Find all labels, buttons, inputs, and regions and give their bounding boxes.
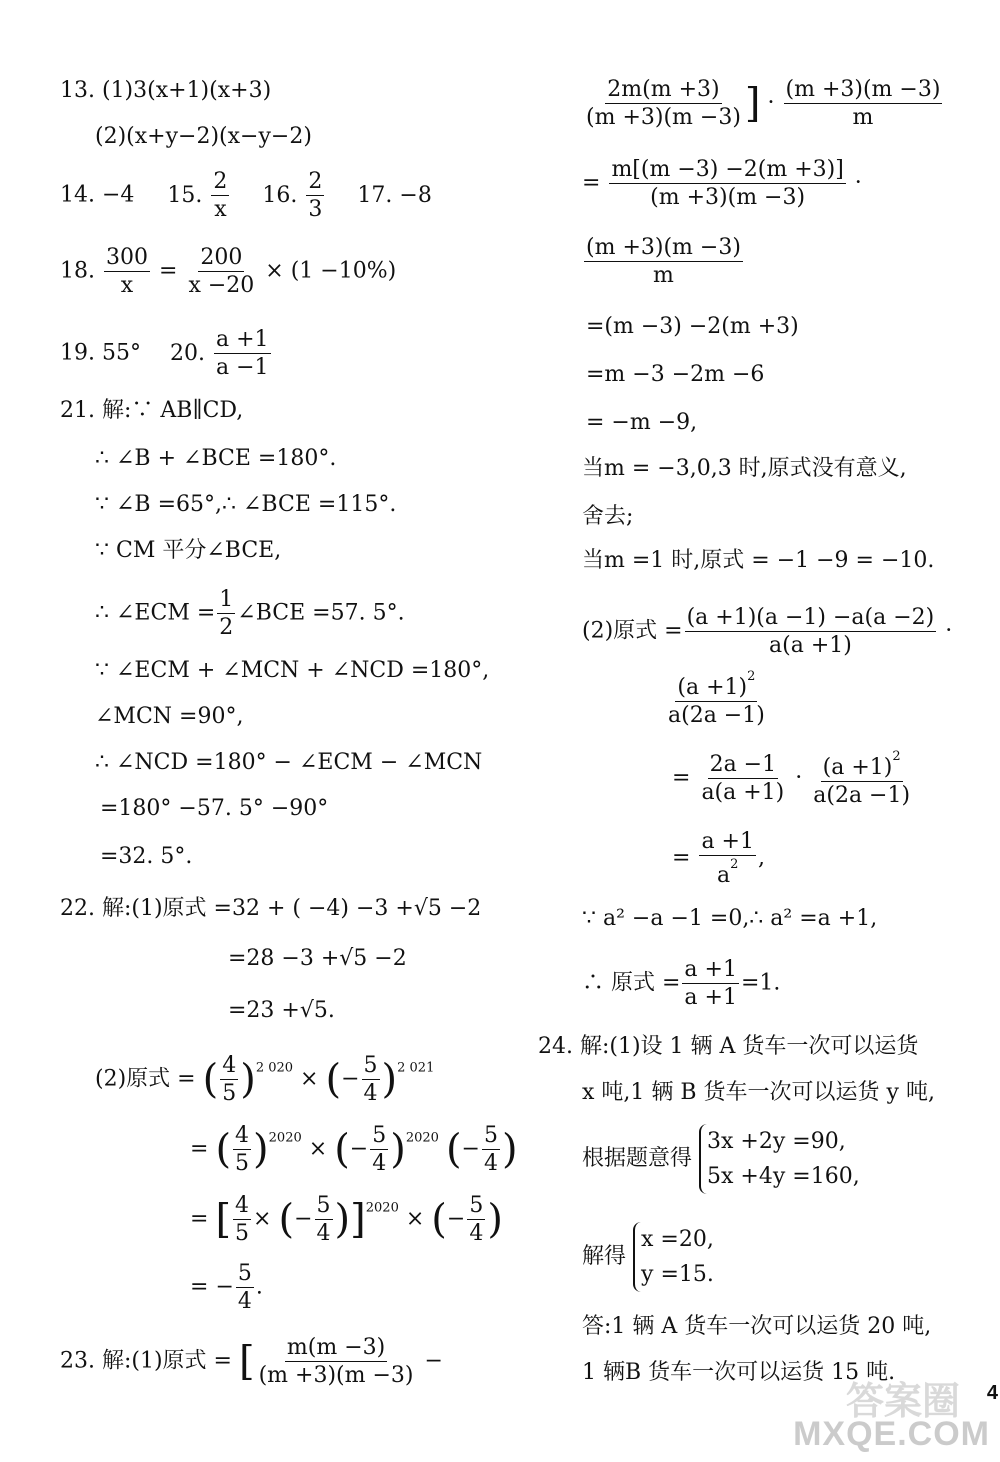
answer-18: 18. $\frac{300}{x}$ = $\frac{200}{x -20}$ × (1 −10%) — [60, 245, 397, 299]
q23-cont-line-4: =(m −3) −2(m +3) — [586, 314, 799, 339]
answer-13-1: 13. (1)3(x+1)(x+3) — [60, 78, 272, 103]
answer-19-20: 19. 55° 20. $\frac{a +1}{a -1}$ — [60, 327, 269, 381]
q22-part2-line-1: (2)原式 = ( $\frac{4}{5}$ )$^{2 020}$ × (− $\frac{5}{4}$ )$^{2 021}$ — [95, 1053, 435, 1107]
q23-line-1: 23. 解:(1)原式 = [ $\frac{m(m -3)}{(m +3)(m -3)}$ − — [60, 1335, 443, 1389]
answer-19: 19. 55° — [60, 340, 141, 366]
answer-16-fraction: $\frac{2}{3}$ — [308, 169, 323, 223]
q23-cont-line-7: 当m = −3,0,3 时,原式没有意义, — [582, 456, 907, 481]
q23-part2-line-6: ∴ 原式 = $\frac{a +1}{a +1}$ =1. — [582, 957, 781, 1011]
q23-cont-line-1: $\frac{2m(m +3)}{(m +3)(m -3)}$ ] · $\frac{(m +3)(m -3)}{m}$ — [586, 77, 941, 131]
q23-part2-line-1: (2)原式 = $\frac{(a +1)(a -1) -a(a -2)}{a(a +1)}$ · — [582, 605, 953, 659]
q21-line-4: ∵ CM 平分∠BCE, — [95, 538, 282, 563]
q23-cont-line-2: = $\frac{m[(m -3) -2(m +3)]}{(m +3)(m -3)}$ · — [582, 157, 862, 211]
q23-cont-line-3: $\frac{(m +3)(m -3)}{m}$ — [586, 235, 741, 289]
q21-line-5: ∴ ∠ECM = $\frac{1}{2}$ ∠BCE =57. 5°. — [95, 587, 405, 641]
answer-16-label: 16. — [262, 182, 298, 208]
watermark-logo: 答案圈 — [845, 1381, 960, 1423]
q23-cont-line-8: 舍去; — [582, 504, 634, 529]
q22-part2-line-4: = − $\frac{5}{4}$ . — [190, 1261, 263, 1315]
q24-answer-line-1: 答:1 辆 A 货车一次可以运货 20 吨, — [582, 1314, 932, 1339]
q21-line-7: ∠MCN =90°, — [95, 704, 244, 729]
q23-cont-line-6: = −m −9, — [586, 410, 698, 435]
q22-part2-line-3: = [ $\frac{4}{5}$ × (− $\frac{5}{4}$ )]$^{2020}$ × (− $\frac{5}{4}$ ) — [190, 1193, 503, 1247]
answer-15-label: 15. — [167, 182, 203, 208]
answer-13-2: (2)(x+y−2)(x−y−2) — [95, 124, 312, 149]
q21-line-6: ∵ ∠ECM + ∠MCN + ∠NCD =180°, — [95, 658, 490, 683]
q22-line-2: =28 −3 +√5 −2 — [228, 946, 407, 971]
q22-line-3: =23 +√5. — [228, 998, 335, 1023]
q21-line-2: ∴ ∠B + ∠BCE =180°. — [95, 446, 337, 471]
q22-part2-line-2: = ( $\frac{4}{5}$ )$^{2020}$ × (− $\frac{5}{4}$ )$^{2020}$ (− $\frac{5}{4}$ ) — [190, 1123, 518, 1177]
q24-line-2: x 吨,1 辆 B 货车一次可以运货 y 吨, — [582, 1080, 935, 1105]
q21-line-8: ∴ ∠NCD =180° − ∠ECM − ∠MCN — [95, 750, 483, 775]
answer-14: 14. −4 — [60, 182, 135, 208]
q22-line-1: 22. 解:(1)原式 =32 + ( −4) −3 +√5 −2 — [60, 896, 482, 921]
q21-line-9: =180° −57. 5° −90° — [100, 796, 329, 821]
answer-14-17-row — [60, 170, 432, 221]
q21-line-1: 21. 解:∵ AB∥CD, — [60, 398, 244, 423]
answer-20-fraction: $\frac{a +1}{a -1}$ — [215, 327, 269, 381]
q24-line-1: 24. 解:(1)设 1 辆 A 货车一次可以运货 — [538, 1034, 919, 1059]
q23-part2-line-2: $\frac{(a +1)^2}{a(2a -1)}$ — [668, 669, 765, 729]
answer-17: 17. −8 — [357, 182, 432, 208]
q23-part2-line-3: = $\frac{2a -1}{a(a +1)}$ · $\frac{(a +1)^2}{a(2a -1)}$ — [672, 749, 911, 809]
page-number: 4 — [986, 1382, 998, 1404]
q23-part2-line-5: ∵ a² −a −1 =0,∴ a² =a +1, — [582, 906, 878, 931]
answer-15-fraction: $\frac{2}{x}$ — [213, 169, 228, 223]
q24-solution: 解得 x =20, y =15. — [582, 1222, 714, 1292]
watermark: MXQE.COM — [793, 1415, 990, 1453]
q23-cont-line-9: 当m =1 时,原式 = −1 −9 = −10. — [582, 548, 935, 573]
q21-line-10: =32. 5°. — [100, 844, 193, 869]
q24-system: 根据题意得 3x +2y =90, 5x +4y =160, — [582, 1124, 860, 1194]
q21-line-3: ∵ ∠B =65°,∴ ∠BCE =115°. — [95, 492, 397, 517]
q23-cont-line-5: =m −3 −2m −6 — [586, 362, 765, 387]
q23-part2-line-4: = $\frac{a +1}{a^2}$ , — [672, 829, 765, 889]
q24-answer-line-2: 1 辆B 货车一次可以运货 15 吨. — [582, 1360, 896, 1385]
